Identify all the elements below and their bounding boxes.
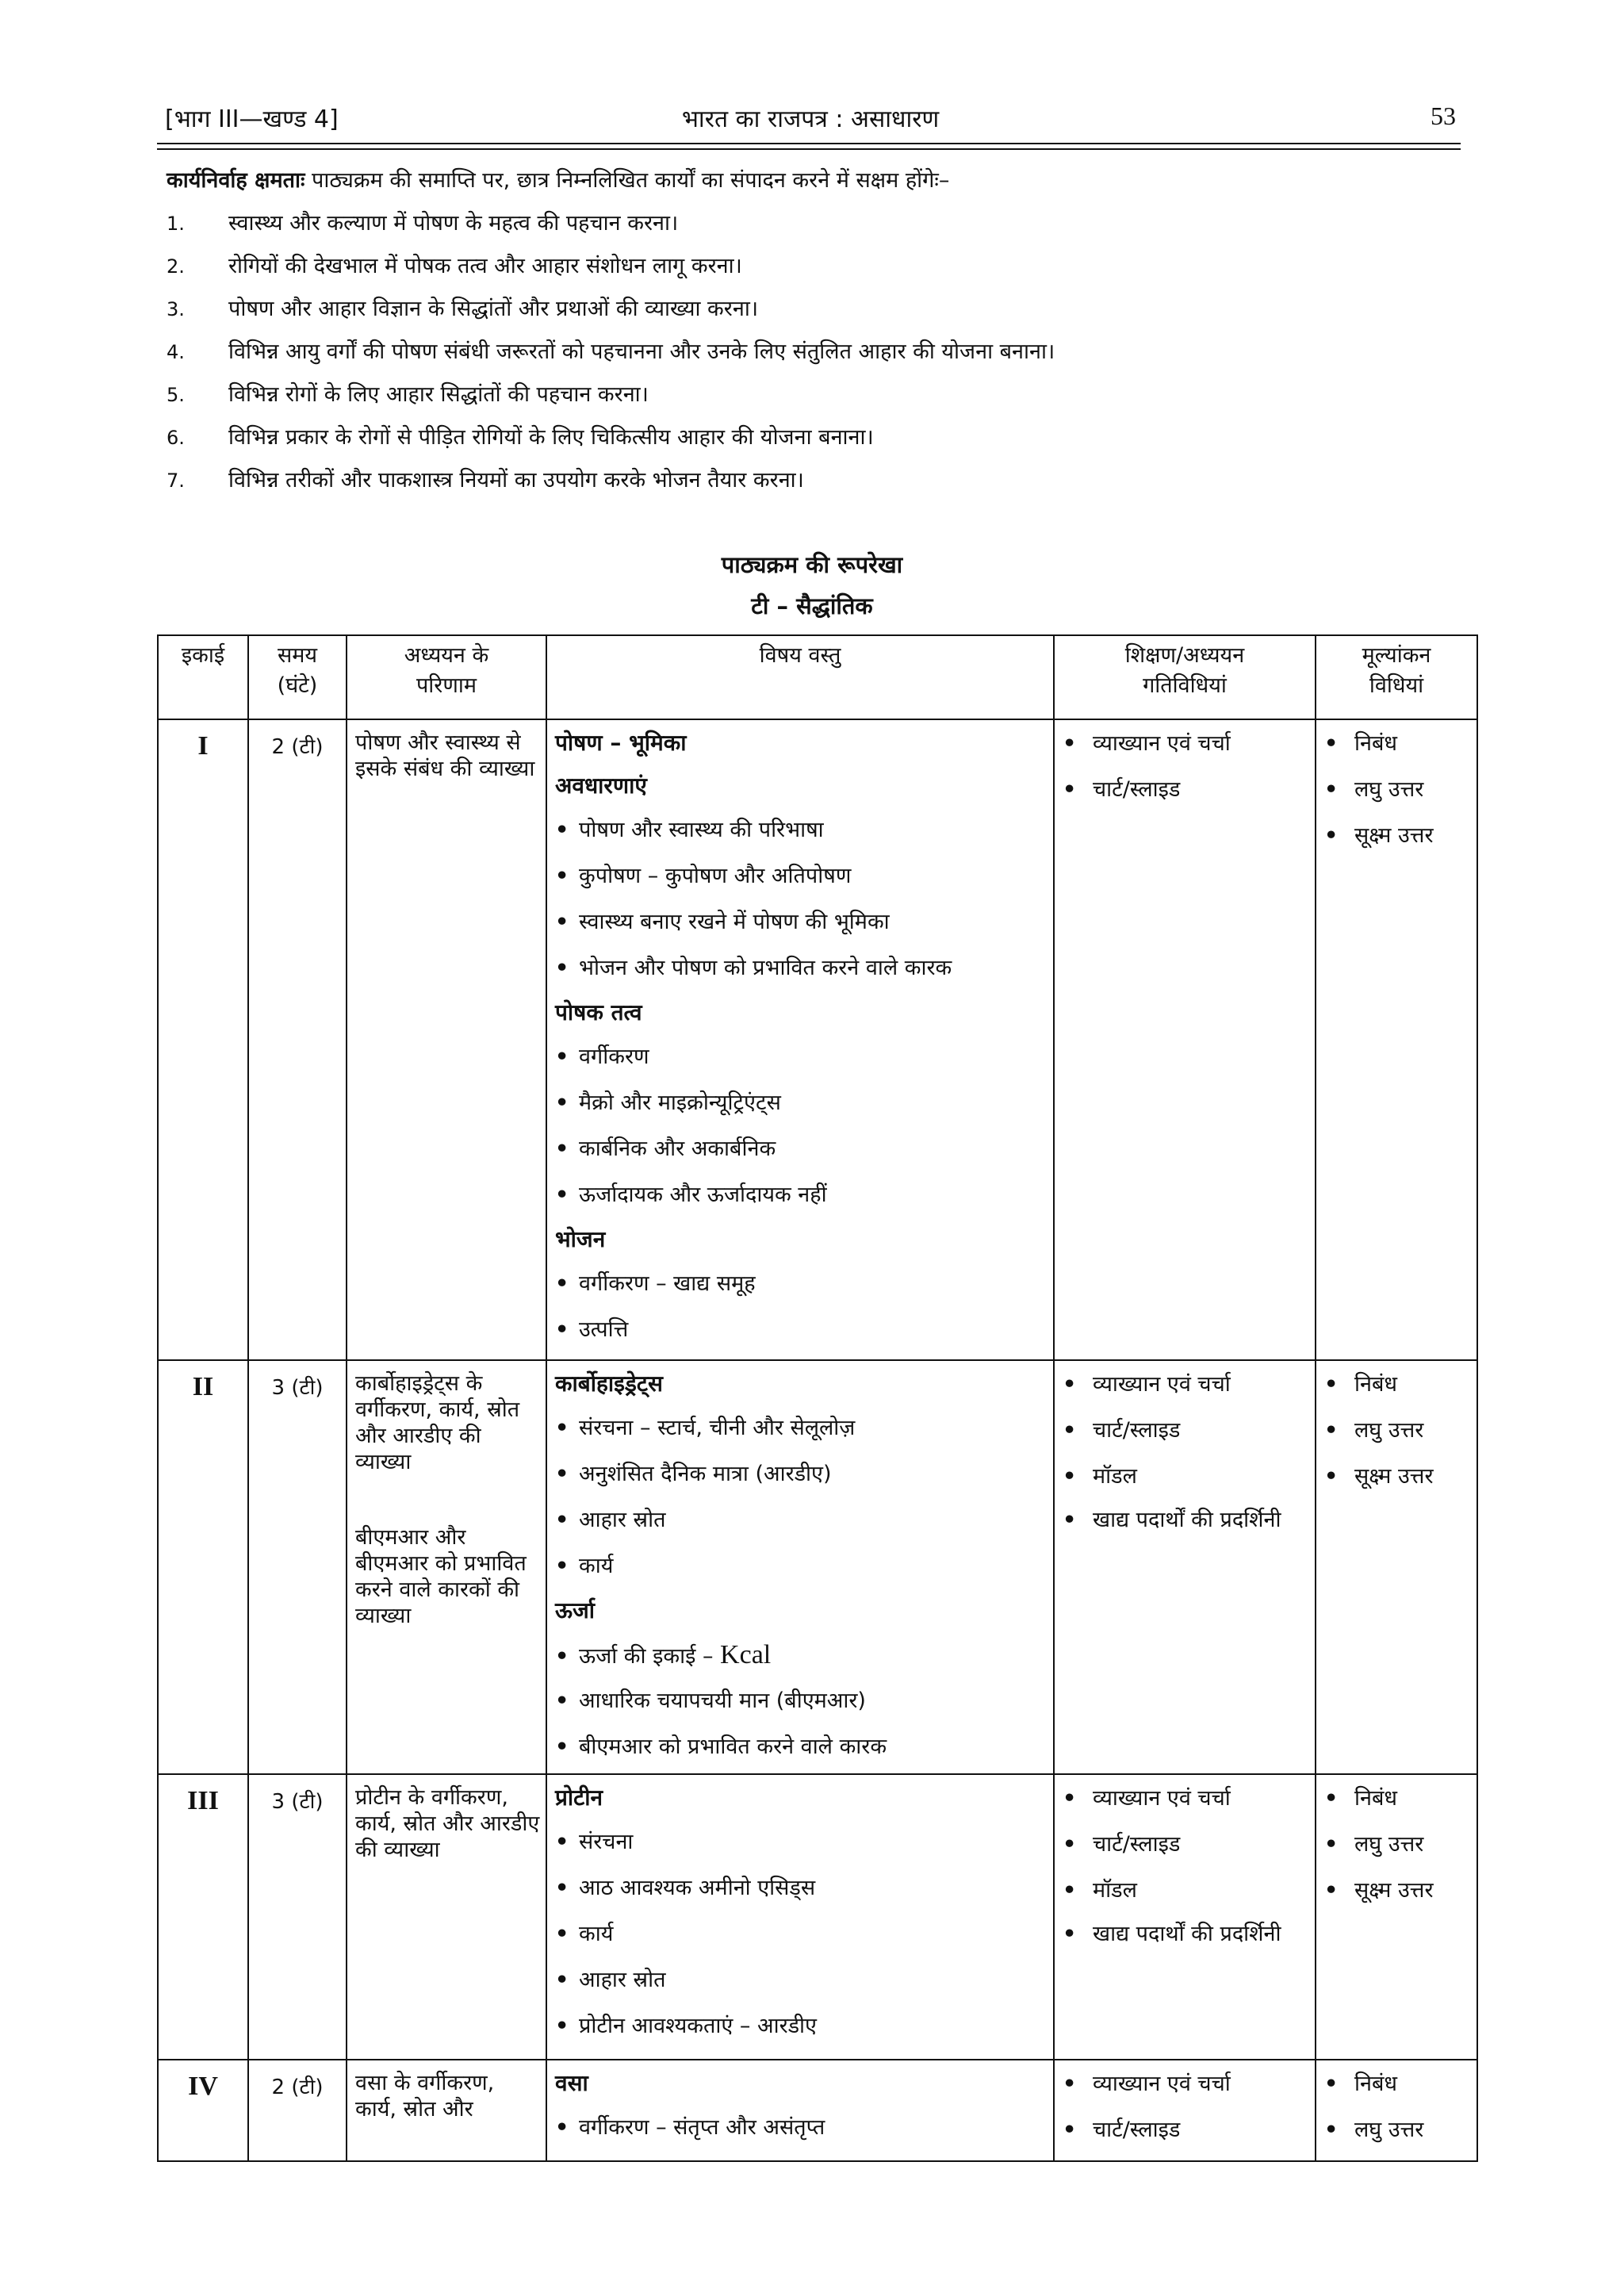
col-header-content: विषय वस्तु	[546, 635, 1054, 719]
unit-content	[546, 719, 1054, 1360]
activity-item: • चार्ट/स्लाइड	[1063, 777, 1181, 802]
table-row	[158, 719, 1477, 1360]
competency-intro	[167, 165, 1467, 197]
header-gazette-title: भारत का राजपत्र : असाधारण	[681, 105, 940, 133]
evaluation-item: • सूक्ष्म उत्तर	[1324, 1878, 1434, 1903]
activity-item: • मॉडल	[1063, 1464, 1137, 1489]
activity-item: • मॉडल	[1063, 1878, 1137, 1903]
content-bullet: • कार्बनिक और अकार्बनिक	[555, 1137, 776, 1161]
content-bullet: • ऊर्जादायक और ऊर्जादायक नहीं	[555, 1182, 827, 1207]
unit-hours: 2 (टी)	[248, 719, 347, 1360]
objective-item	[167, 379, 1467, 422]
unit-hours: 2 (टी)	[248, 2060, 347, 2161]
competency-label: कार्यनिर्वाह क्षमताः	[167, 168, 305, 193]
objective-item	[167, 208, 1467, 251]
objective-number: 5.	[167, 384, 185, 406]
evaluation-item: • लघु उत्तर	[1324, 1832, 1424, 1857]
content-heading: ऊर्जा	[555, 1597, 596, 1623]
unit-content	[546, 1360, 1054, 1774]
unit-number: I	[158, 719, 248, 1360]
objective-number: 1.	[167, 213, 185, 235]
header-rule-top	[157, 143, 1461, 144]
learning-outcome: कार्बोहाइड्रेट्स के वर्गीकरण, कार्य, स्रोत और आरडीए की व्याख्या बीएमआर और बीएमआर को प्रभावित करने वाले कारकों की व्याख्या	[347, 1360, 546, 1774]
content-bullet: • स्वास्थ्य बनाए रखने में पोषण की भूमिका	[555, 910, 890, 934]
unit-content	[546, 1774, 1054, 2060]
evaluation-methods	[1316, 1774, 1477, 2060]
table-row	[158, 1360, 1477, 1774]
content-bullet: • वर्गीकरण – खाद्य समूह	[555, 1271, 756, 1296]
objective-number: 4.	[167, 341, 185, 363]
content-bullet: • बीएमआर को प्रभावित करने वाले कारक	[555, 1734, 887, 1759]
page-number: 53	[1431, 102, 1456, 130]
objective-text: पोषण और आहार विज्ञान के सिद्धांतों और प्रथाओं की व्याख्या करना।	[228, 297, 759, 321]
content-bullet: • ऊर्जा की इकाई – Kcal	[555, 1640, 772, 1669]
content-bullet: • मैक्रो और माइक्रोन्यूट्रिएंट्स	[555, 1091, 781, 1115]
objective-number: 7.	[167, 470, 185, 492]
col-header-time: समय (घंटे)	[248, 635, 347, 719]
content-bullet: • वर्गीकरण – संतृप्त और असंतृप्त	[555, 2115, 825, 2140]
content-bullet: • पोषण और स्वास्थ्य की परिभाषा	[555, 818, 824, 842]
col-header-evaluation: मूल्यांकन विधियां	[1316, 635, 1477, 719]
content-bullet: • आहार स्रोत	[555, 1968, 666, 1992]
content-heading: भोजन	[555, 1226, 606, 1252]
unit-content	[546, 2060, 1054, 2161]
header-part-section: [भाग III—खण्ड 4]	[165, 105, 339, 133]
col-header-activities: शिक्षण/अध्ययन गतिविधियां	[1054, 635, 1316, 719]
objective-number: 2.	[167, 255, 185, 278]
unit-number: IV	[158, 2060, 248, 2161]
table-row	[158, 2060, 1477, 2161]
evaluation-item: • लघु उत्तर	[1324, 777, 1424, 802]
content-heading: पोषक तत्व	[555, 999, 642, 1025]
objective-item	[167, 293, 1467, 336]
evaluation-item: • निबंध	[1324, 1786, 1397, 1811]
content-bullet: • आहार स्रोत	[555, 1508, 666, 1532]
objective-text: विभिन्न आयु वर्गों की पोषण संबंधी जरूरतों को पहचानना और उनके लिए संतुलित आहार की योजना बनाना।	[228, 339, 1055, 364]
content-heading: अवधारणाएं	[555, 772, 647, 799]
activity-item: • चार्ट/स्लाइड	[1063, 1832, 1181, 1857]
activity-item: • व्याख्यान एवं चर्चा	[1063, 1786, 1231, 1811]
content-heading: वसा	[555, 2070, 588, 2096]
objective-item	[167, 251, 1467, 293]
evaluation-item: • निबंध	[1324, 1372, 1397, 1397]
unit-hours: 3 (टी)	[248, 1360, 347, 1774]
activity-item: • व्याख्यान एवं चर्चा	[1063, 731, 1231, 756]
unit-number: III	[158, 1774, 248, 2060]
evaluation-item: • सूक्ष्म उत्तर	[1324, 823, 1434, 848]
content-bullet: • प्रोटीन आवश्यकताएं – आरडीए	[555, 2014, 817, 2038]
objective-item	[167, 465, 1467, 508]
section-subtitle: टी – सैद्धांतिक	[751, 592, 873, 619]
content-bullet: • कार्य	[555, 1922, 614, 1946]
objectives-list	[167, 208, 1467, 508]
syllabus-table	[157, 634, 1478, 2162]
table-row	[158, 1774, 1477, 2060]
content-bullet: • भोजन और पोषण को प्रभावित करने वाले कारक	[555, 956, 952, 980]
objective-text: रोगियों की देखभाल में पोषक तत्व और आहार संशोधन लागू करना।	[228, 254, 742, 278]
learning-outcome: पोषण और स्वास्थ्य से इसके संबंध की व्याख्या	[347, 719, 546, 1360]
evaluation-methods	[1316, 719, 1477, 1360]
activity-item: • चार्ट/स्लाइड	[1063, 1418, 1181, 1443]
evaluation-item: • सूक्ष्म उत्तर	[1324, 1464, 1434, 1489]
teaching-activities	[1054, 2060, 1316, 2161]
evaluation-item: • लघु उत्तर	[1324, 2118, 1424, 2142]
objective-text: स्वास्थ्य और कल्याण में पोषण के महत्व की पहचान करना।	[228, 211, 679, 236]
activity-item: • चार्ट/स्लाइड	[1063, 2118, 1181, 2142]
table-header-row	[158, 635, 1477, 719]
running-header	[165, 102, 1456, 138]
objective-text: विभिन्न प्रकार के रोगों से पीड़ित रोगियों के लिए चिकित्सीय आहार की योजना बनाना।	[228, 425, 874, 450]
content-bullet: • संरचना	[555, 1830, 634, 1854]
content-bullet: • कुपोषण – कुपोषण और अतिपोषण	[555, 864, 852, 888]
teaching-activities	[1054, 719, 1316, 1360]
objective-item	[167, 422, 1467, 465]
evaluation-item: • निबंध	[1324, 2072, 1397, 2096]
unit-hours: 3 (टी)	[248, 1774, 347, 2060]
teaching-activities	[1054, 1360, 1316, 1774]
activity-item: • खाद्य पदार्थों की प्रदर्शिनी	[1063, 1922, 1281, 1946]
activity-item: • व्याख्यान एवं चर्चा	[1063, 1372, 1231, 1397]
learning-outcome: प्रोटीन के वर्गीकरण, कार्य, स्रोत और आरडीए की व्याख्या	[347, 1774, 546, 2060]
objective-number: 6.	[167, 427, 185, 449]
content-heading: पोषण – भूमिका	[555, 730, 687, 756]
content-bullet: • वर्गीकरण	[555, 1045, 649, 1069]
content-bullet: • अनुशंसित दैनिक मात्रा (आरडीए)	[555, 1462, 832, 1486]
col-header-outcomes: अध्ययन के परिणाम	[347, 635, 546, 719]
competency-text: पाठ्यक्रम की समाप्ति पर, छात्र निम्नलिखित कार्यों का संपादन करने में सक्षम होंगेः–	[312, 168, 950, 193]
evaluation-methods	[1316, 1360, 1477, 1774]
objective-number: 3.	[167, 298, 185, 320]
content-heading: कार्बोहाइड्रेट्स	[555, 1370, 663, 1397]
content-heading: प्रोटीन	[555, 1784, 603, 1811]
content-bullet: • कार्य	[555, 1554, 614, 1578]
objective-item	[167, 336, 1467, 379]
learning-outcome: वसा के वर्गीकरण, कार्य, स्रोत और	[347, 2060, 546, 2161]
evaluation-methods	[1316, 2060, 1477, 2161]
content-bullet: • संरचना – स्टार्च, चीनी और सेलूलोज़	[555, 1416, 856, 1440]
content-bullet: • आधारिक चयापचयी मान (बीएमआर)	[555, 1688, 866, 1713]
evaluation-item: • लघु उत्तर	[1324, 1418, 1424, 1443]
teaching-activities	[1054, 1774, 1316, 2060]
section-title: पाठ्यक्रम की रूपरेखा	[721, 551, 903, 578]
content-bullet: • आठ आवश्यक अमीनो एसिड्स	[555, 1876, 816, 1900]
evaluation-item: • निबंध	[1324, 731, 1397, 756]
objective-text: विभिन्न रोगों के लिए आहार सिद्धांतों की पहचान करना।	[228, 382, 649, 407]
activity-item: • व्याख्यान एवं चर्चा	[1063, 2072, 1231, 2096]
col-header-unit: इकाई	[158, 635, 248, 719]
activity-item: • खाद्य पदार्थों की प्रदर्शिनी	[1063, 1508, 1281, 1532]
content-bullet: • उत्पत्ति	[555, 1317, 629, 1342]
header-rule-bottom	[157, 148, 1461, 150]
objective-text: विभिन्न तरीकों और पाकशास्त्र नियमों का उपयोग करके भोजन तैयार करना।	[228, 468, 804, 493]
unit-number: II	[158, 1360, 248, 1774]
